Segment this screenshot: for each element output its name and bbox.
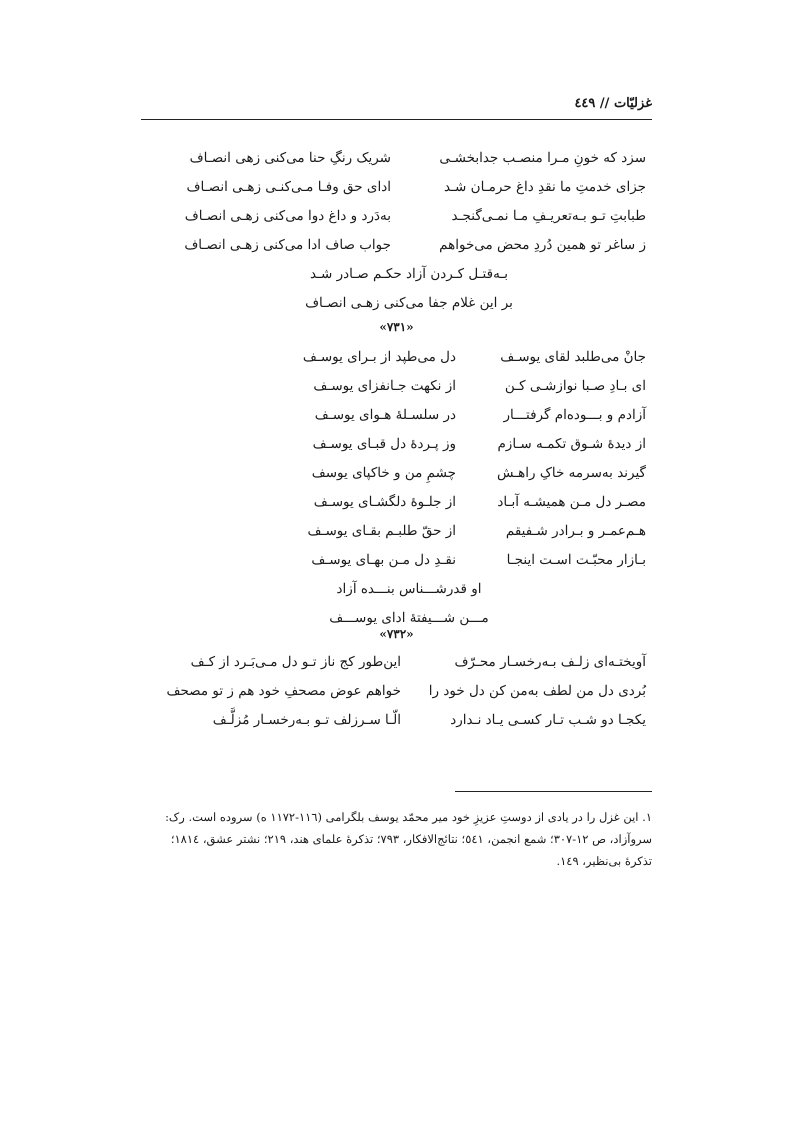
second-hemistich: از حقّ طلبـم بقـای یوسـف xyxy=(307,523,456,539)
second-hemistich: در سلسـلهٔ هـوای یوسـف xyxy=(314,407,456,423)
footnote-rule xyxy=(455,791,652,792)
second-hemistich: این‌طور کج ناز تـو دل مـی‌بَـرد از کـف xyxy=(190,654,401,670)
first-hemistich: گیرند به‌سرمه خاکِ راهـش xyxy=(497,465,646,481)
first-hemistich: یکجـا دو شـب تـار کسـی یـاد نـدارد xyxy=(450,712,646,728)
final-couplet-first: بـه‌قتـل کـردن آزاد حکـم صـادر شـد xyxy=(309,266,509,282)
couplet xyxy=(172,651,646,680)
footnote-line: تذکرهٔ بی‌نظیر، ١٤٩. xyxy=(556,854,652,868)
couplet xyxy=(172,205,646,234)
first-hemistich: طبابتِ تـو بـه‌تعریـفِ مـا نمـی‌گنجـد xyxy=(451,208,646,224)
second-hemistich: الّـا سـرزلف تـو بـه‌رخسـار مُزلَّـف xyxy=(212,712,401,728)
final-couplet-first: او قدرشـــناس بنـــده آزاد xyxy=(336,581,482,597)
first-hemistich: هـم‌عمـر و بـرادر شـفیقم xyxy=(505,523,646,539)
couplet xyxy=(172,375,646,404)
header-rule xyxy=(141,119,652,120)
first-hemistich: ای بـادِ صـبا نوازشـی کـن xyxy=(504,378,646,394)
couplet xyxy=(166,680,646,709)
footnote xyxy=(141,806,652,872)
second-hemistich: از جلـوهٔ دلگشـای یوسـف xyxy=(313,494,456,510)
first-hemistich: سزد که خونِ مـرا منصـب جدابخشـی xyxy=(439,150,646,166)
second-hemistich: شریک رنگِ حنا می‌کنی زهی انصـاف xyxy=(189,150,391,166)
final-couplet-second: مـــن شـــیفتهٔ ادای یوســـف xyxy=(329,610,489,626)
final-couplet-second: بر این غلام جفا می‌کنی زهـی انصـاف xyxy=(305,295,513,311)
second-hemistich: به‌دَرد و داغ دوا می‌کنی زهـی انصـاف xyxy=(184,208,391,224)
couplet xyxy=(172,176,646,205)
ghazal-732 xyxy=(166,651,646,738)
first-hemistich: از دیدهٔ شـوق تکمـه سـازم xyxy=(497,436,646,452)
couplet xyxy=(172,462,646,491)
couplet xyxy=(172,709,646,738)
couplet xyxy=(172,346,646,375)
first-hemistich: بُردی دل من لطف به‌من کن دل خود را xyxy=(428,683,646,699)
second-hemistich: دل می‌طپد از بـرای یوسـف xyxy=(302,349,456,365)
second-hemistich: وز پـردهٔ دل قبـای یوسـف xyxy=(312,436,456,452)
couplet xyxy=(172,404,646,433)
poem-continued xyxy=(172,147,646,321)
couplet xyxy=(172,147,646,176)
footnote-line: ١. این غزل را در یادی از دوستِ عزیزِ خود میر محمّد یوسف بلگرامی (١١٦-١١٧٢ ه) سروده است. رک: xyxy=(165,810,652,824)
first-hemistich: آویختـه‌ای زلـف بـه‌رخسـار محـرّف xyxy=(454,654,646,670)
ghazal-number-732: «۷۳۲» xyxy=(379,627,414,641)
first-hemistich: آزادم و بـــوده‌ام گرفتـــار xyxy=(503,407,646,423)
couplet xyxy=(172,491,646,520)
running-head: غزلیّات // ٤٤٩ xyxy=(574,96,652,111)
second-hemistich: ادای حق وفـا مـی‌کنـی زهـی انصـاف xyxy=(186,179,391,195)
ghazal-number-731: «۷۳۱» xyxy=(379,320,414,334)
first-hemistich: بـازار محبّـت اسـت اینجـا xyxy=(506,552,646,568)
first-hemistich: ز ساغر تو همین دُردِ محض می‌خواهم xyxy=(439,237,646,253)
footnote-line: سروآزاد، ص ١٢-٣٠٧؛ شمع انجمن، ٥٤١؛ نتائج‌الافکار، ٧٩٣؛ تذکرهٔ علمای هند، ٢١٩؛ نشتر عشق، ١٨١٤؛ xyxy=(170,832,652,846)
second-hemistich: از نکهت جـانفزای یوسـف xyxy=(313,378,456,394)
second-hemistich: خواهم عوض مصحفِ خود هم ز تو مصحف xyxy=(166,683,401,699)
second-hemistich: نقـدِ دل مـن بهـای یوسـف xyxy=(311,552,456,568)
couplet xyxy=(172,520,646,549)
first-hemistich: جزای خدمتِ ما نقدِ داغ حرمـان شـد xyxy=(444,179,646,195)
first-hemistich: مصـر دل مـن همیشـه آبـاد xyxy=(497,494,646,510)
first-hemistich: جانْ می‌طلبد لقای یوسـف xyxy=(500,349,646,365)
couplet xyxy=(172,433,646,462)
ghazal-731 xyxy=(172,346,646,636)
second-hemistich: جواب صاف ادا می‌کنی زهـی انصـاف xyxy=(184,237,391,253)
couplet xyxy=(172,234,646,263)
second-hemistich: چشمِ من و خاکپای یوسف xyxy=(311,465,456,481)
couplet xyxy=(172,549,646,578)
